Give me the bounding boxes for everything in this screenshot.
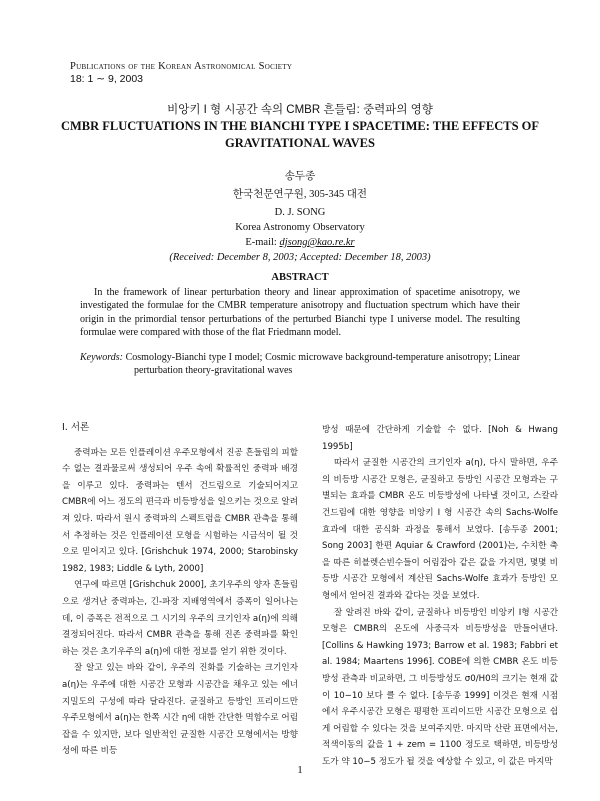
received-dates: (Received: December 8, 2003; Accepted: December 18, 2003): [169, 252, 431, 263]
author-name-english: D. J. SONG: [274, 207, 326, 218]
email-label: E-mail:: [245, 237, 280, 248]
keywords: [80, 351, 520, 378]
author-email-line: [0, 237, 600, 248]
right-paragraph: 따라서 균질한 시공간의 크기인자 a(η), 다시 말하면, 우주의 비등방 시공간 모형은, 균질하고 등방인 시공간 모형과는 구별되는 효과를 CMBR 온도 비등방성에 나타낼 것이고, 스칼라 건드림에 대한 영향을 비앙키 I 형 시공간 속의 Sachs-Wolfe 효과에 대한 공식화 과정을 통해서 보였다. [송두종 2001; Song 2003] 한편 Aquiar & Crawford (2001)는, 수치한 축을 따른 히블렛슨빈수들이 어림잡아 같은 값을 가지면, 몇몇 비등방 시공간 모형에서 계산된 Sachs-Wolfe 효과가 등방인 모형에서 얻어진 결과와 같다는 것을 보였다.: [322, 458, 558, 601]
author-name-korean: 송두종: [284, 171, 316, 182]
journal-name: Publications of the Korean Astronomical Society: [70, 61, 293, 72]
affiliation-english: Korea Astronomy Observatory: [235, 222, 365, 233]
email-link[interactable]: djsong@kao.re.kr: [279, 237, 355, 248]
page-number: 1: [297, 764, 303, 776]
left-paragraph: 연구에 따르면 [Grishchuk 2000], 초기우주의 양자 흔들림으로 생겨난 중력파는, 긴-파장 지배영역에서 증폭이 일어나는 데, 이 증폭은 전적으로 그 시기의 우주의 크기인자 a(η)에 의해 결정되어진다. 따라서 CMBR 관측을 통해 진존 중력파를 확인하는 것은 초기우주의 a(η)에 대한 정보를 얻기 위한 것이다.: [62, 580, 298, 657]
keywords-label: Keywords:: [80, 352, 123, 363]
keywords-text: Cosmology-Bianchi type I model; Cosmic microwave background-temperature anisotropy; Linear perturbation theory-gravitational waves: [125, 352, 521, 377]
title-english: CMBR FLUCTUATIONS IN THE BIANCHI TYPE I SPACETIME: THE EFFECTS OF GRAVITATIONAL WAVES: [60, 119, 540, 150]
right-paragraph: 잘 알려진 바와 같이, 균질하나 비등방인 비앙키 I형 시공간 모형은 CMBR의 온도에 사중극자 비등방성을 만들어낸다. [Collins & Hawking 1973; Barrow et al. 1983; Fabbri et al. 1984; Maartens 1996]. COBE에 의한 CMBR 온도 비등방성 관측과 비교하면, 그 비등방성도 σ0/H0의 크기는 현재 값이 10−10 보다 클 수 없다. [송두종 1999] 이것은 현재 시점에서 우주시공간 모형은 평평한 프리이드만 시공간 모형으로 쉽게 어림할 수 있다는 것을 보여주지만. 마지막 산란 표면에서는, 적색이동의 값을 1 + zem = 1100 정도로 택하면, 비등방성도가 약 10−5 정도가 될 것을 예상할 수 있고, 이 값은 마지막: [322, 607, 558, 767]
right-column: [322, 422, 558, 770]
abstract-heading: ABSTRACT: [271, 272, 329, 283]
left-column: [62, 420, 298, 760]
journal-volume-pages: 18: 1 ∼ 9, 2003: [70, 73, 144, 85]
right-paragraph: 방성 때문에 간단하게 기술할 수 없다. [Noh & Hwang 1995b]: [322, 425, 558, 452]
title-korean: 비앙키 I 형 시공간 속의 CMBR 흔들림: 중력파의 영향: [167, 104, 433, 116]
section-title: I. 서론: [62, 422, 90, 433]
affiliation-korean: 한국천문연구원, 305-345 대전: [232, 189, 368, 200]
abstract-text: In the framework of linear perturbation theory and linear approximation of spacetime anisotropy, we investigated the formulae for the CMBR temperature anisotropy and fluctuation spectrum which have their origin in the primordial tensor perturbations of the perturbed Bianchi type I universe model. The resulting formulae were compared with those of the flat Friedmann model.: [80, 287, 520, 339]
left-paragraph: 중력파는 모든 인플레이션 우주모형에서 진공 흔들림의 피할 수 없는 결과물로써 생성되어 우주 속에 확률적인 중력파 배경을 이루고 있다. 중력파는 텐서 건드림으로 기술되어지고 CMBR에 어느 정도의 편극과 비등방성을 일으키는 것으로 알려져 있다. 따라서 원시 중력파의 스펙트럼을 CMBR 관측을 통해서 추정하는 것은 인플레이션 모형을 시험하는 시금석이 될 것으로 믿어지고 있다. [Grishchuk 1974, 2000; Starobinsky 1982, 1983; Liddle & Lyth, 2000]: [62, 447, 298, 574]
left-paragraph: 잘 알고 있는 바와 같이, 우주의 진화를 기술하는 크기인자 a(η)는 우주에 대한 시공간 모형과 시공간을 채우고 있는 에너지밀도의 구성에 따라 달라진다. 균질하고 등방인 프리이드만 우주모형에서 a(η)는 한쪽 시간 η에 대한 간단한 멱함수로 어림잡을 수 있지만, 보다 일반적인 균질한 시공간 모형에서는 방향성에 따른 비등: [62, 663, 298, 757]
journal-header: [70, 60, 292, 86]
